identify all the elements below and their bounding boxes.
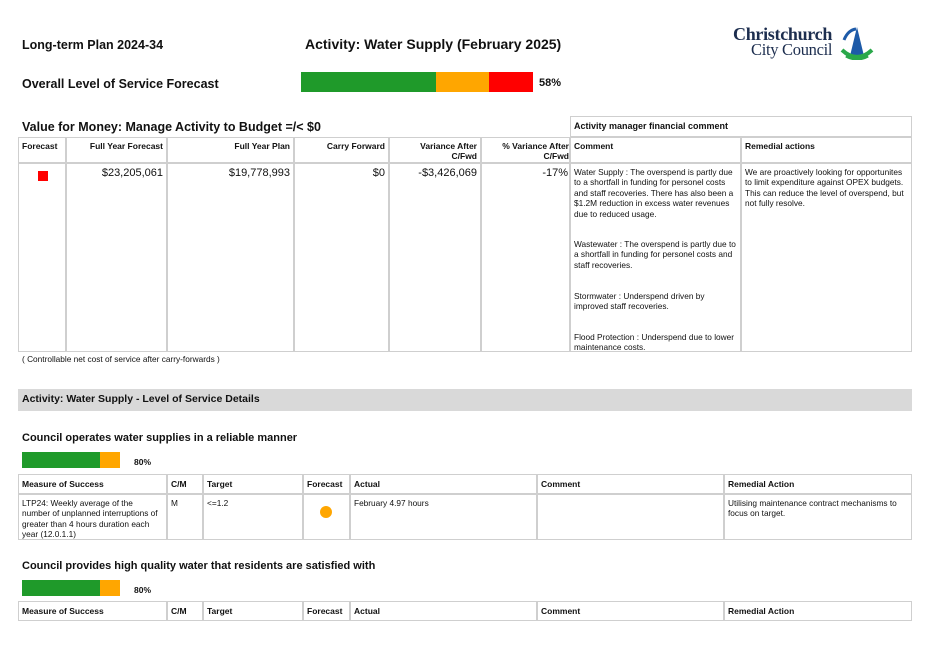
vfm-remedial-cell: We are proactively looking for opportunites to limit expenditure against OPEX budgets. This can reduce the level of overspend, but not fully resolve.: [741, 163, 912, 352]
cathedral-logo-icon: [840, 26, 874, 60]
council-logo: [733, 24, 878, 64]
service-2-bar-segment-2: [100, 580, 120, 596]
svc1-col-cm: C/M: [167, 474, 203, 494]
overall-bar-segment-2: [436, 72, 489, 92]
plan-title: Long-term Plan 2024-34: [22, 38, 164, 52]
svc1-row-forecast: [303, 494, 350, 540]
overall-bar-segment-1: [301, 72, 436, 92]
comment-flood-protection: Flood Protection : Underspend due to lower maintenance costs.: [574, 332, 735, 353]
service-1-percent: 80%: [134, 457, 152, 467]
section-band: [18, 389, 912, 411]
vfm-footnote: ( Controllable net cost of service after carry-forwards ): [22, 354, 220, 364]
svc1-row-target: <=1.2: [203, 494, 303, 540]
vfm-title: Value for Money: Manage Activity to Budget =/< $0: [22, 120, 321, 134]
svc1-col-remedial: Remedial Action: [724, 474, 912, 494]
overall-los-percent: 58%: [539, 77, 562, 89]
service-1-bar-segment-2: [100, 452, 120, 468]
col-pct-variance-after: % Variance After C/Fwd: [481, 137, 570, 163]
svc1-col-forecast: Forecast: [303, 474, 350, 494]
forecast-status-square: [38, 171, 48, 181]
service-2-percent: 80%: [134, 585, 152, 595]
svc2-col-measure: Measure of Success: [18, 601, 167, 621]
vfm-comment-cell: [570, 163, 741, 352]
overall-bar-segment-3: [489, 72, 533, 92]
svc1-col-measure: Measure of Success: [18, 474, 167, 494]
svc2-col-forecast: Forecast: [303, 601, 350, 621]
vfm-full-year-forecast: $23,205,061: [66, 163, 167, 352]
svc2-col-actual: Actual: [350, 601, 537, 621]
manager-comment-heading: Activity manager financial comment: [570, 116, 912, 137]
col-carry-forward: Carry Forward: [294, 137, 389, 163]
svc1-row-comment: [537, 494, 724, 540]
svc1-col-target: Target: [203, 474, 303, 494]
col-comment: Comment: [570, 137, 741, 163]
service-2-bar-segment-1: [22, 580, 100, 596]
vfm-full-year-plan: $19,778,993: [167, 163, 294, 352]
svc2-col-cm: C/M: [167, 601, 203, 621]
col-variance-after: Variance After C/Fwd: [389, 137, 481, 163]
svc1-row-actual: February 4.97 hours: [350, 494, 537, 540]
col-full-year-forecast: Full Year Forecast: [66, 137, 167, 163]
forecast-status-dot: [320, 506, 332, 518]
service-1-bar: [22, 452, 120, 468]
logo-line-2: City Council: [751, 40, 833, 59]
vfm-pct-variance-after: -17%: [481, 163, 570, 352]
vfm-carry-forward: $0: [294, 163, 389, 352]
service-2-bar: [22, 580, 120, 596]
svc2-col-remedial: Remedial Action: [724, 601, 912, 621]
service-2-title: Council provides high quality water that residents are satisfied with: [22, 560, 376, 572]
comment-water-supply: Water Supply : The overspend is partly due to a shortfall in funding for personel costs and staff recoveries. There has also been a $1.2M reduction in excess water revenues due to reduced usage.: [574, 167, 734, 219]
svc1-row-remedial: Utilising maintenance contract mechanisms to focus on target.: [724, 494, 912, 540]
svc1-row-measure: LTP24: Weekly average of the number of unplanned interruptions of greater than 4 hours duration each year (12.0.1.1): [18, 494, 167, 540]
vfm-forecast-cell: [18, 163, 66, 352]
service-1-bar-segment-1: [22, 452, 100, 468]
svc1-row-cm: M: [167, 494, 203, 540]
svc1-col-actual: Actual: [350, 474, 537, 494]
service-1-title: Council operates water supplies in a reliable manner: [22, 432, 298, 444]
col-full-year-plan: Full Year Plan: [167, 137, 294, 163]
logo-line-1: Christchurch: [733, 24, 833, 44]
overall-los-bar: [301, 72, 533, 92]
comment-stormwater: Stormwater : Underspend driven by improved staff recoveries.: [574, 291, 705, 312]
activity-title: Activity: Water Supply (February 2025): [305, 36, 562, 52]
vfm-variance-after: -$3,426,069: [389, 163, 481, 352]
svc2-col-comment: Comment: [537, 601, 724, 621]
overall-los-label: Overall Level of Service Forecast: [22, 77, 219, 91]
svc2-col-target: Target: [203, 601, 303, 621]
comment-wastewater: Wastewater : The overspend is partly due to a shortfall in funding for personel costs and staff recoveries.: [574, 239, 736, 270]
col-remedial: Remedial actions: [741, 137, 912, 163]
svc1-col-comment: Comment: [537, 474, 724, 494]
col-forecast: Forecast: [18, 137, 66, 163]
section-title: Activity: Water Supply - Level of Service Details: [22, 393, 260, 405]
